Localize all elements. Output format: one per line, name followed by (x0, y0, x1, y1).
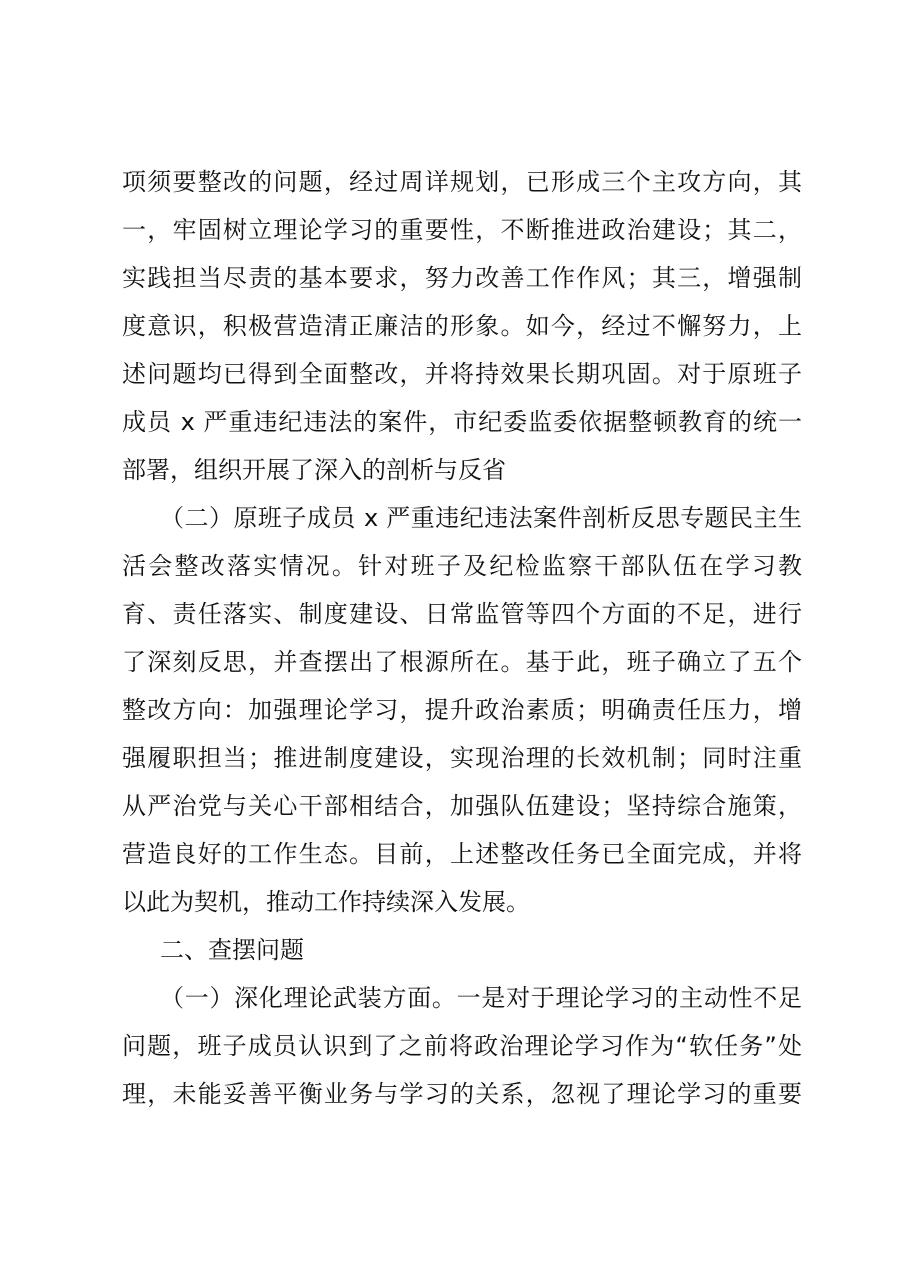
section-heading: 二、查摆问题 (160, 936, 304, 964)
text-line: 理，未能妥善平衡业务与学习的关系，忽视了理论学习的重要 (122, 1080, 802, 1108)
text-line: 述问题均已得到全面整改，并将持效果长期巩固。对于原班子 (122, 360, 802, 388)
subsection-heading-line: （一）深化理论武装方面。一是对于理论学习的主动性不足 (160, 984, 802, 1012)
text-line: 实践担当尽责的基本要求，努力改善工作作风；其三，增强制 (122, 264, 802, 292)
section-heading-line: （二）原班子成员 x 严重违纪违法案件剖析反思专题民主生 (160, 504, 802, 532)
text-line: 成员 x 严重违纪违法的案件，市纪委监委依据整顿教育的统一 (122, 408, 802, 436)
text-line: 部署，组织开展了深入的剖析与反省 (122, 456, 506, 484)
text-line: 了深刻反思，并查摆出了根源所在。基于此，班子确立了五个 (122, 648, 802, 676)
text-line: 项须要整改的问题，经过周详规划，已形成三个主攻方向，其 (122, 168, 802, 196)
text-line: 育、责任落实、制度建设、日常监管等四个方面的不足，进行 (122, 600, 802, 628)
text-line: 营造良好的工作生态。目前，上述整改任务已全面完成，并将 (122, 840, 802, 868)
text-line: 问题，班子成员认识到了之前将政治理论学习作为“软任务”处 (122, 1032, 802, 1060)
text-line: 一，牢固树立理论学习的重要性，不断推进政治建设；其二， (122, 216, 802, 244)
text-line: 以此为契机，推动工作持续深入发展。 (122, 888, 530, 916)
text-line: 从严治党与关心干部相结合，加强队伍建设；坚持综合施策， (122, 792, 802, 820)
text-line: 活会整改落实情况。针对班子及纪检监察干部队伍在学习教 (122, 552, 802, 580)
text-line: 度意识，积极营造清正廉洁的形象。如今，经过不懈努力，上 (122, 312, 802, 340)
text-line: 整改方向：加强理论学习，提升政治素质；明确责任压力，增 (122, 696, 802, 724)
text-line: 强履职担当；推进制度建设，实现治理的长效机制；同时注重 (122, 744, 802, 772)
